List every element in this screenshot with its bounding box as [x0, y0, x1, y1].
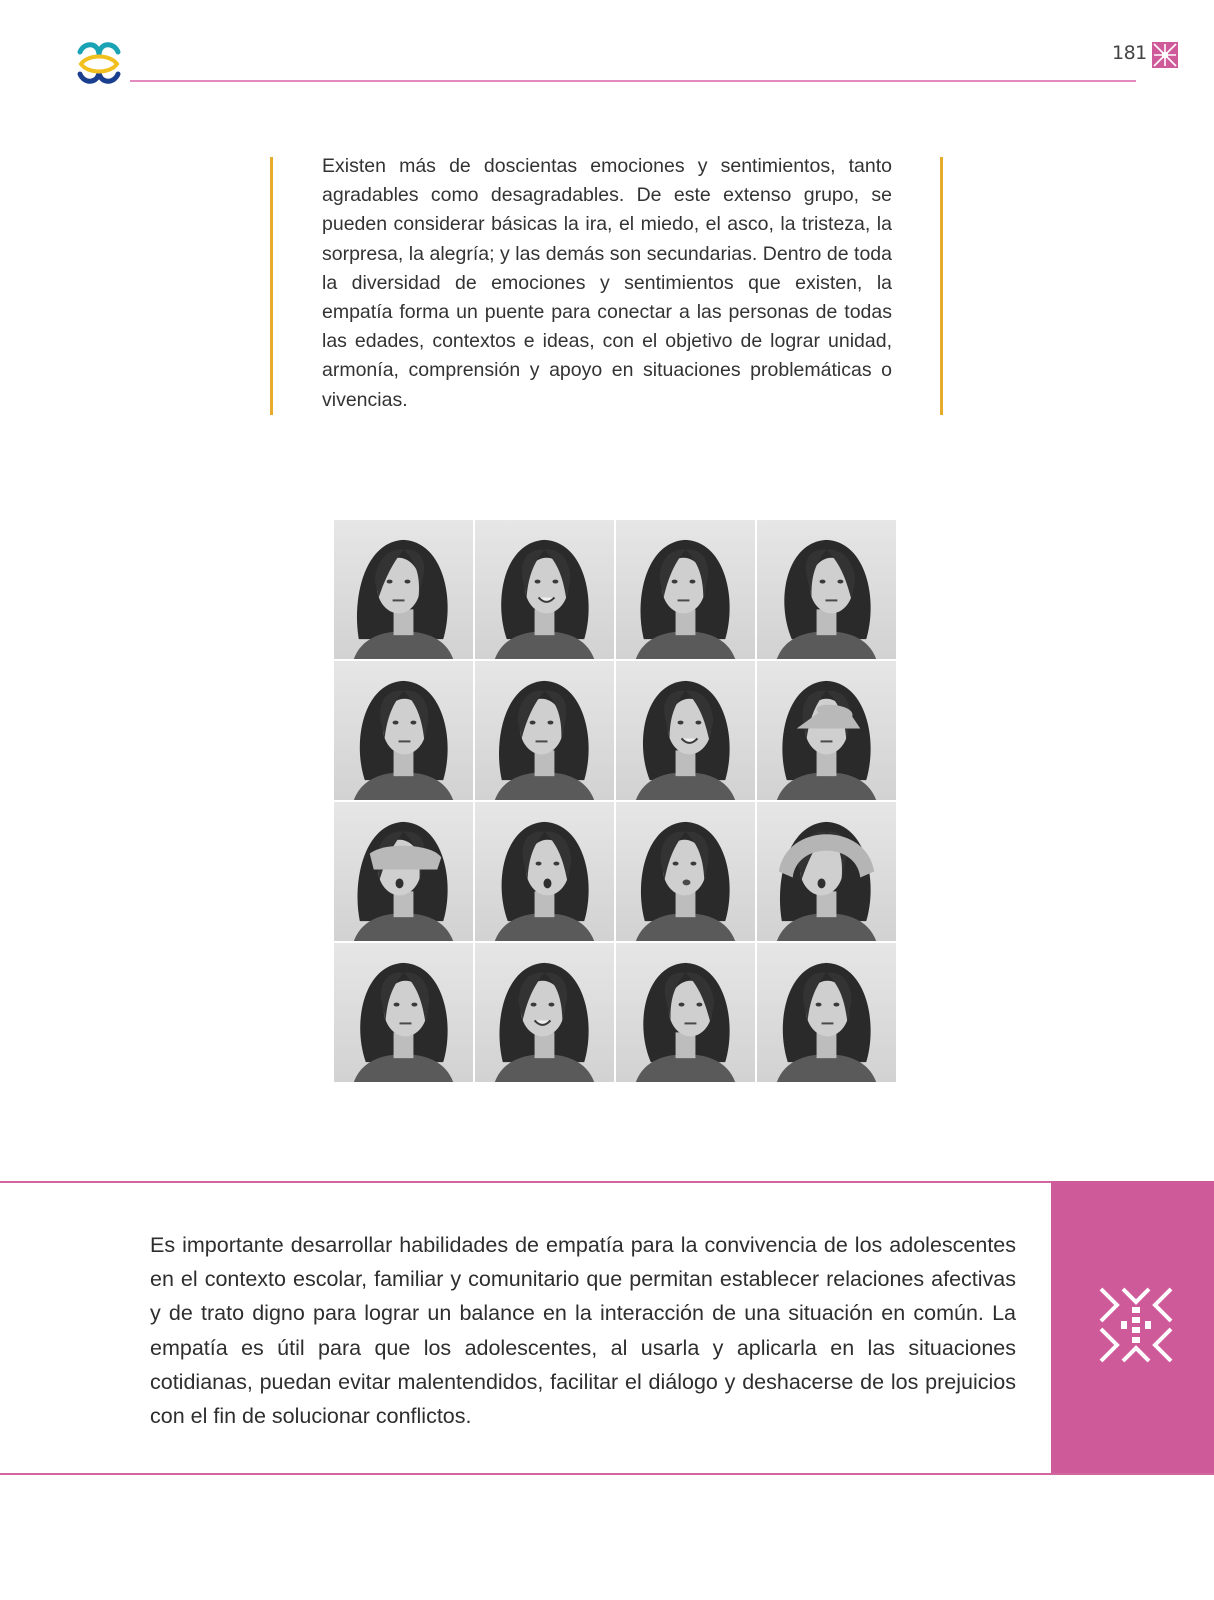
expression-photo [616, 943, 755, 1082]
expression-photo [757, 520, 896, 659]
woven-textile-motif-icon [1152, 42, 1178, 68]
band-rule-bottom [0, 1473, 1214, 1475]
quote-bar-right [940, 157, 943, 415]
interlinked-rings-logo-icon [76, 40, 122, 86]
expression-photo [757, 661, 896, 800]
empathy-paragraph: Es importante desarrollar habilidades de empatía para la convivencia de los adolescentes en el contexto escolar, familiar y comunitario que permitan establecer relaciones afectivas y de trato digno para lograr un balance en la interacción de una situación en común. La empatía es útil para que los adolescentes, al usarla y aplicarla en las situaciones cotidianas, puedan evitar malentendidos, facilitar el diálogo y deshacerse de los prejuicios con el fin de solucionar conflictos. [150, 1233, 1016, 1429]
expression-photo [757, 943, 896, 1082]
expression-photo [334, 661, 473, 800]
intro-paragraph: Existen más de doscientas emociones y sentimientos, tanto agradables como desagradables. De este extenso grupo, se pueden considerar básicas la ira, el miedo, el asco, la tristeza, la sorpresa, la alegría; y las demás son secundarias. Dentro de toda la diversidad de emociones y sentimientos que existen, la empatía forma un puente para conectar a las personas de todas las edades, contextos e ideas, con el objetivo de lograr unidad, armonía, comprensión y apoyo en situaciones problemáticas o vivencias. [322, 155, 892, 411]
expression-photo [616, 661, 755, 800]
expression-photo [475, 943, 614, 1082]
header-rule [130, 80, 1136, 82]
expression-photo [475, 520, 614, 659]
expression-photo [334, 802, 473, 941]
expression-photo [475, 802, 614, 941]
woven-textile-motif-icon [1097, 1285, 1175, 1365]
expression-photo [616, 520, 755, 659]
page-number: 181 [1112, 42, 1147, 64]
expression-photo [334, 943, 473, 1082]
expression-photo [757, 802, 896, 941]
quote-bar-left [270, 157, 273, 415]
expressions-photo-grid [334, 520, 896, 1082]
expression-photo [475, 661, 614, 800]
expression-photo [334, 520, 473, 659]
expression-photo [616, 802, 755, 941]
band-rule-top [0, 1181, 1214, 1183]
